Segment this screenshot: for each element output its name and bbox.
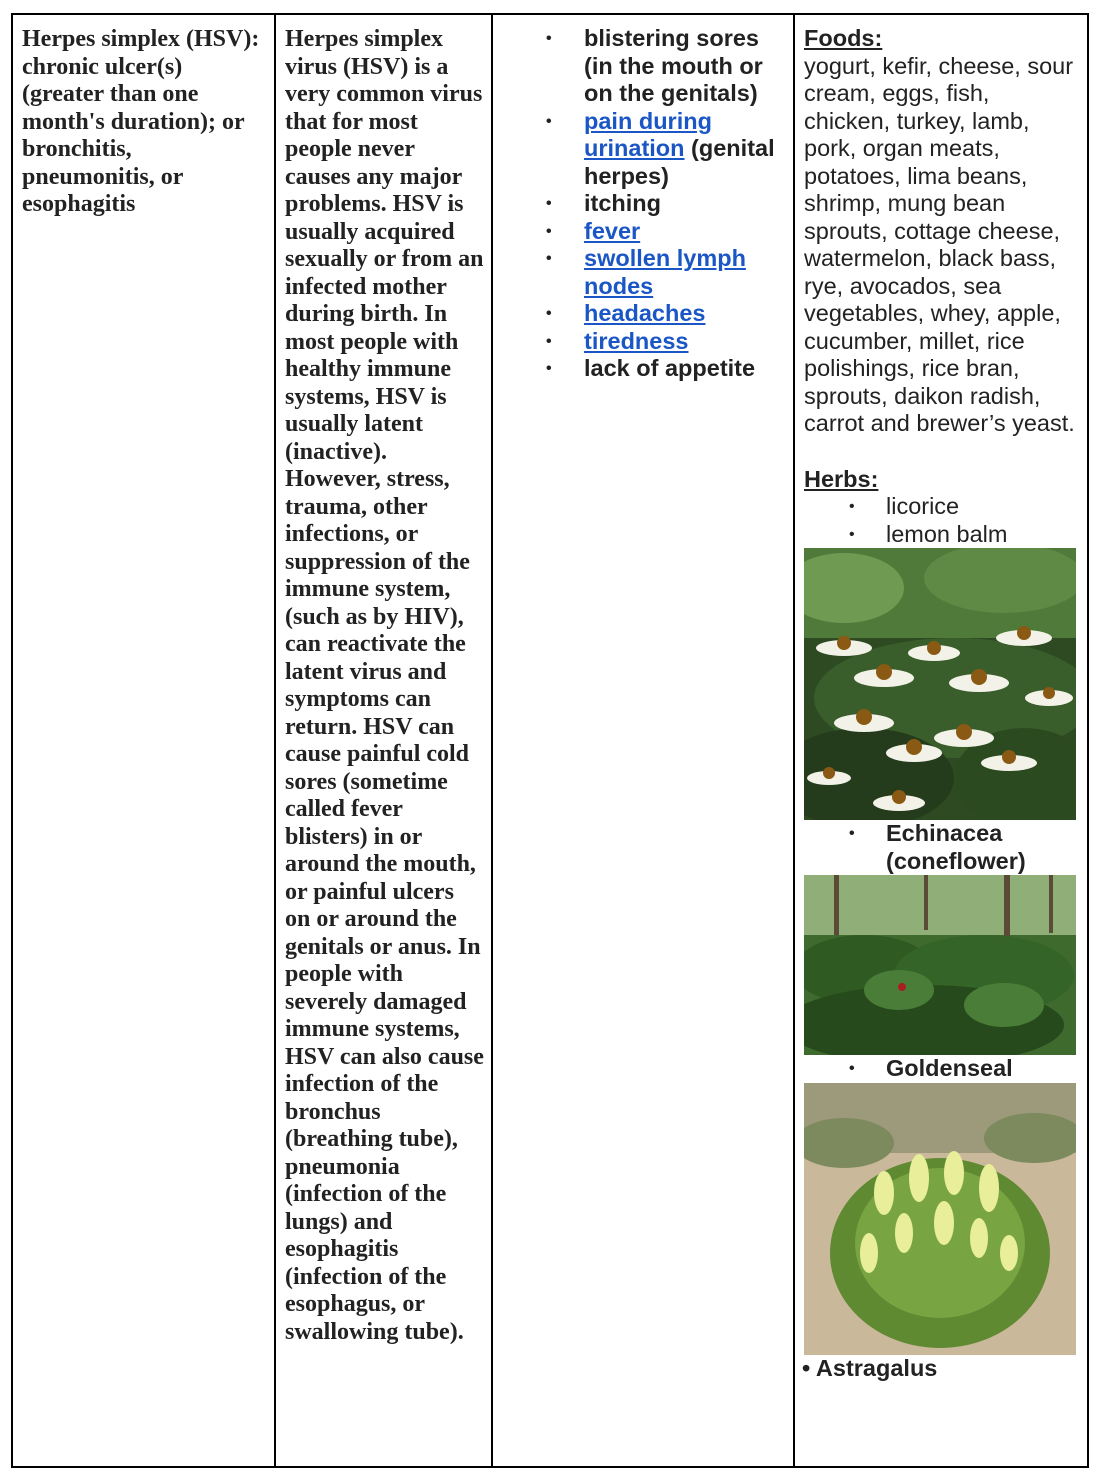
condition-cell: [13, 15, 274, 1466]
symptom-item: [493, 355, 789, 383]
photo-caption: [804, 1055, 1081, 1083]
herb-label: lemon balm: [886, 520, 1008, 547]
bullet-icon: •: [546, 250, 552, 267]
symptom-list: [493, 25, 789, 383]
symptom-link-pain-during-urination[interactable]: pain during urination: [584, 107, 712, 161]
goldenseal-photo: [804, 875, 1076, 1055]
bullet-icon: •: [802, 1354, 811, 1381]
herb-caption-list: [804, 1055, 1081, 1083]
symptom-label: itching: [584, 190, 662, 216]
bullet-icon: •: [546, 332, 552, 350]
herb-caption-list: [804, 820, 1081, 875]
symptom-item: [493, 300, 789, 328]
foods-list-text: yogurt, kefir, cheese, sour cream, eggs, fish, chicken, turkey, lamb, pork, organ meats, potatoes, lima beans, shrimp, mung bean sprouts, cottage cheese, watermelon, black bass, rye, avocados, sea vegetables, whey, apple, cucumber, millet, rice polishings, rice bran, sprouts, daikon radish, carrot and brewer’s yeast.: [804, 52, 1075, 436]
symptom-link-fever[interactable]: fever: [584, 217, 641, 244]
symptoms-cell: [493, 15, 793, 1466]
symptom-suffix: (genital herpes): [584, 135, 775, 189]
herb-list: [804, 493, 1081, 548]
symptom-label: blistering sores (in the mouth or on the genitals): [584, 25, 763, 106]
caption-echinacea: Echinacea (coneflower): [886, 820, 1026, 874]
condition-text: Herpes simplex (HSV): chronic ulcer(s) (greater than one month's duration); or bronchitis, pneumonitis, or esophagitis: [22, 26, 260, 217]
description-text: Herpes simplex virus (HSV) is a very common virus that for most people never causes any major problems. HSV is usually acquired sexually or from an infected mother during birth. In most people with healthy immune systems, HSV is usually latent (inactive). However, stress, trauma, other infections, or suppression of the immune system, (such as by HIV), can reactivate the latent virus and symptoms can return. HSV can cause painful cold sores (sometime called fever blisters) in or around the mouth, or painful ulcers on or around the genitals or anus. In people with severely damaged immune systems, HSV can also cause infection of the bronchus (breathing tube), pneumonia (infection of the lungs) and esophagitis (infection of the esophagus, or swallowing tube).: [285, 26, 484, 1345]
symptom-item: [493, 245, 789, 300]
astragalus-photo: [804, 1083, 1076, 1355]
symptom-item: [493, 190, 789, 218]
symptom-link-headaches[interactable]: headaches: [584, 300, 706, 326]
bullet-icon: •: [849, 498, 855, 515]
symptom-link-swollen-lymph-nodes[interactable]: swollen lymph nodes: [584, 245, 746, 299]
symptom-item: [493, 218, 789, 246]
symptom-item: [493, 108, 789, 191]
astragalus-caption-row: [802, 1355, 1081, 1383]
symptom-item: [493, 328, 789, 356]
foods-heading: Foods:: [804, 25, 883, 51]
bullet-icon: •: [546, 112, 552, 130]
description-cell: [276, 15, 491, 1466]
bullet-icon: •: [849, 525, 855, 543]
herb-item: [804, 521, 1081, 549]
bullet-icon: •: [546, 30, 552, 47]
caption-goldenseal: Goldenseal: [886, 1055, 1013, 1081]
herpes-remedy-table: [11, 13, 1089, 1468]
bullet-icon: •: [546, 222, 552, 240]
herb-item: [804, 493, 1081, 521]
symptom-link-tiredness[interactable]: tiredness: [584, 327, 689, 354]
symptom-item: [493, 25, 789, 108]
symptom-label: lack of appetite: [584, 355, 756, 381]
photo-caption: [804, 820, 1081, 875]
bullet-icon: •: [546, 360, 552, 377]
bullet-icon: •: [546, 195, 552, 212]
herbs-heading: Herbs:: [804, 465, 879, 492]
bullet-icon: •: [546, 305, 552, 322]
bullet-icon: •: [849, 1060, 855, 1077]
herb-label: licorice: [886, 493, 960, 519]
bullet-icon: •: [849, 825, 855, 842]
remedies-cell: [795, 15, 1089, 1466]
echinacea-photo: [804, 548, 1076, 820]
caption-astragalus: Astragalus: [815, 1354, 938, 1381]
